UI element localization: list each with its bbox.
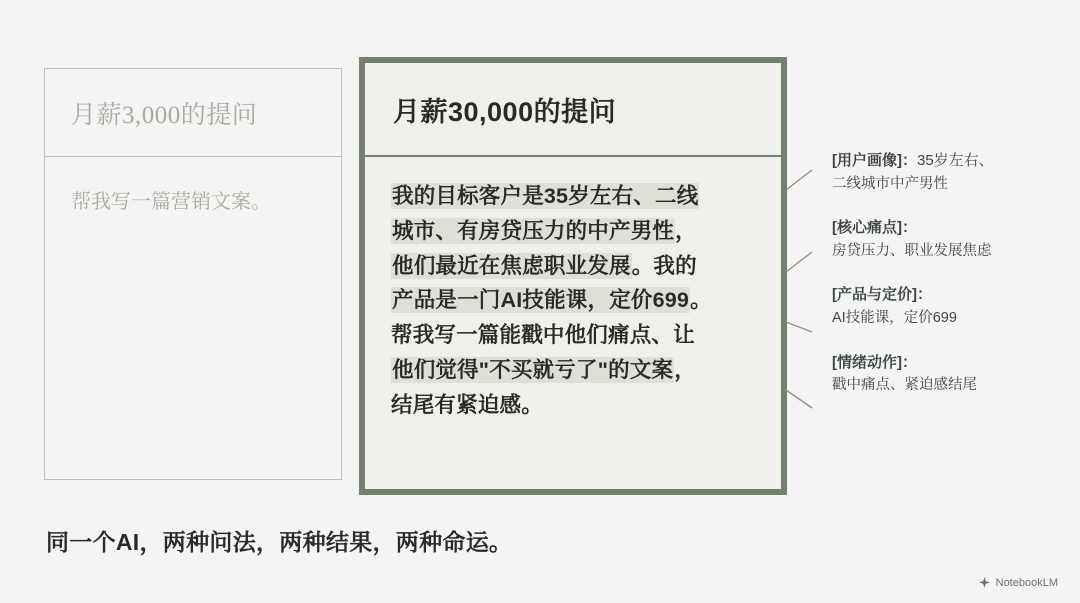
prompt-line-highlight: 城市、有房贷压力的中产男性 bbox=[392, 218, 675, 243]
footer-caption: 同一个AI，两种问法，两种结果，两种命运。 bbox=[46, 529, 513, 555]
annotation-label: [产品与定价]： bbox=[832, 286, 932, 304]
connector-line-3 bbox=[786, 322, 812, 332]
low-value-title-row bbox=[45, 69, 341, 157]
annotation-item bbox=[832, 284, 1064, 329]
low-value-title: 月薪3,000的提问 bbox=[71, 101, 258, 129]
prompt-line: 城市、有房贷压力的中产男性， bbox=[392, 218, 697, 243]
notebooklm-icon bbox=[978, 576, 991, 589]
low-value-prompt-text: 帮我写一篇营销文案。 bbox=[71, 191, 271, 213]
connector-line-2 bbox=[786, 252, 812, 272]
annotation-text: AI技能课，定价699 bbox=[832, 310, 957, 327]
low-value-prompt-panel bbox=[44, 68, 342, 480]
brand-badge bbox=[978, 576, 1058, 589]
annotation-list bbox=[832, 150, 1064, 419]
annotation-inline-value: 35岁左右、 bbox=[917, 152, 994, 169]
connector-line-1 bbox=[786, 170, 812, 190]
prompt-line: 他们最近在焦虑职业发展。我的 bbox=[392, 253, 697, 278]
prompt-line: 结尾有紧迫感。 bbox=[391, 392, 543, 417]
prompt-line: 他们觉得"不买就亏了"的文案， bbox=[392, 358, 696, 383]
prompt-line-highlight: 他们最近在焦虑职业发展 bbox=[392, 253, 631, 278]
prompt-line: 产品是一门AI技能课，定价699。 bbox=[392, 288, 712, 313]
brand-name: NotebookLM bbox=[995, 576, 1058, 589]
annotation-item bbox=[832, 150, 1064, 195]
prompt-line: 帮我写一篇能戳中他们痛点、让 bbox=[391, 323, 695, 348]
annotation-text: 二线城市中产男性 bbox=[832, 175, 948, 192]
annotation-label-text: [用户画像]： bbox=[832, 152, 917, 169]
annotation-item bbox=[832, 352, 1064, 397]
high-value-title-row bbox=[365, 63, 781, 157]
connector-line-4 bbox=[786, 390, 812, 408]
annotation-text: 戳中痛点、紧迫感结尾 bbox=[832, 377, 977, 394]
annotation-label: [核心痛点]： bbox=[832, 219, 917, 237]
prompt-line bbox=[391, 179, 755, 214]
high-value-body bbox=[365, 157, 781, 423]
high-value-title: 月薪30,000的提问 bbox=[393, 96, 617, 127]
annotation-label bbox=[832, 150, 1064, 172]
annotation-item bbox=[832, 217, 1064, 262]
prompt-line-highlight: 产品是一门AI技能课，定价699 bbox=[392, 288, 690, 313]
annotation-label: [情绪动作]： bbox=[832, 353, 917, 371]
high-value-prompt-text bbox=[391, 179, 755, 423]
prompt-line-highlight: 他们觉得"不买就亏了"的文案 bbox=[392, 358, 674, 383]
high-value-prompt-panel bbox=[359, 57, 787, 495]
prompt-line-highlight: 我的目标客户是35岁左右、二线 bbox=[392, 184, 699, 208]
annotation-text: 房贷压力、职业发展焦虑 bbox=[832, 242, 992, 259]
low-value-body bbox=[45, 157, 341, 217]
